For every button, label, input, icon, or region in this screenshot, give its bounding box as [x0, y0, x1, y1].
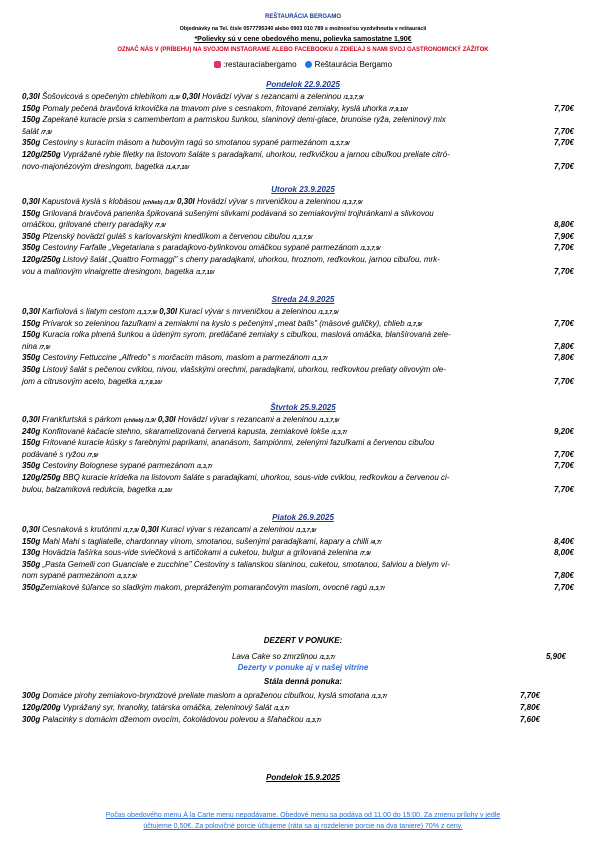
- menu-row: [22, 548, 582, 559]
- portion-weight: 0,30l: [22, 197, 40, 206]
- allergens: /1,7,9/: [406, 321, 423, 328]
- social-line: [0, 60, 606, 69]
- allergens: /1,3,7/: [331, 429, 347, 436]
- dish-text: Fritované kuracie kúsky s farebnými paprikami, ananásom, šampiónmi, zelenými fazuľkami a červenou cibuľou: [40, 438, 435, 448]
- dish-text: Zapekané kuracie prsia s camembertom a parmskou šunkou, slaninový demi-glace, brunoise ryža, zeleninový mix: [40, 115, 446, 125]
- day-title: Štvrtok 25.9.2025: [270, 403, 336, 412]
- allergens: (chlieb) /1,9/: [123, 418, 156, 424]
- menu-row: [22, 92, 582, 103]
- portion-weight: 240g: [22, 426, 41, 436]
- soup-note: *Polievky sú v cene obedového menu, polievka samostatne 1,90€: [194, 36, 412, 43]
- menu-row: [22, 438, 582, 448]
- allergens: /1,3,7,9/: [292, 234, 313, 241]
- portion-weight: 150g: [22, 208, 41, 218]
- dish-price: 7,80€: [553, 341, 574, 351]
- dish-price: 8,80€: [553, 220, 574, 230]
- dish-text: Frankfurtská s párkom: [39, 415, 124, 424]
- dish-text: novo-majonézovým dresingom, bagetka: [22, 161, 167, 171]
- allergens: /1,3,7,9/: [116, 574, 137, 581]
- menu-row: [22, 353, 582, 364]
- allergens: /1,3,7/: [273, 706, 290, 712]
- standing-price: 7,70€: [519, 691, 540, 700]
- menu-row: [22, 209, 582, 219]
- menu-row: [22, 473, 582, 483]
- menu-row: [22, 583, 582, 594]
- dish-price: 7,70€: [553, 138, 574, 148]
- dish-price: 7,70€: [553, 449, 574, 459]
- allergens: /7,9/: [41, 129, 52, 136]
- allergens: /7,9/: [359, 551, 371, 558]
- menu-row: [22, 342, 582, 353]
- portion-weight: 0,30l: [179, 92, 200, 101]
- menu-row: [22, 571, 582, 582]
- dish-price: 7,70€: [553, 583, 574, 592]
- dish-price: 7,80€: [553, 571, 574, 581]
- menu-row: [22, 415, 582, 426]
- portion-weight: 350g: [22, 353, 41, 363]
- dish-price: 7,70€: [553, 461, 574, 471]
- allergens: /7,9/: [154, 223, 166, 230]
- portion-weight: 0,30l: [157, 307, 178, 316]
- dish-price: 7,70€: [553, 103, 574, 113]
- portion-weight: 350g: [22, 138, 41, 148]
- allergens: /7,9/: [87, 452, 99, 459]
- dish-price: 7,70€: [553, 126, 574, 136]
- dish-text: „Pasta Gemelli con Guanciale e zucchine" Cestoviny s talianskou slaninou, cuketou, smotanou, šalviou a bielym ví-: [40, 559, 450, 569]
- dish-price: 7,70€: [553, 266, 574, 276]
- dish-text: Karfiolová s liatym cestom: [39, 307, 138, 316]
- dessert-price: 5,90€: [545, 652, 566, 661]
- allergens: /4,7/: [370, 539, 382, 546]
- allergens: /1,3,7,9/: [296, 528, 316, 534]
- portion-weight: 150g: [22, 318, 41, 328]
- allergens: /1,3,7,9/: [343, 95, 364, 101]
- dish-text: Listový šalát „Quattro Formaggi" s cherry paradajkami, uhorkou, hroznom, reďkovkou, jarnou cibuľou, mrk-: [60, 255, 440, 264]
- allergens: /1,3,7/: [369, 586, 385, 592]
- allergens: /1,9/: [169, 95, 180, 101]
- menu-row: [22, 150, 582, 160]
- dish-text: Mahi Mahi s tagliatelle, chardonnay vínom, smotanou, sušenými paradajkami, kapary a chilli: [40, 536, 371, 546]
- dish-text: Vyprážané rybie filetky na listovom šaláte s paradajkami, uhorkou, reďkvičkou a jarnou cibuľkou preliate citró-: [60, 150, 450, 159]
- day-title: Pondelok 22.9.2025: [266, 80, 340, 89]
- instagram-handle: :restauraciabergamo: [223, 60, 297, 69]
- menu-row: [22, 560, 582, 570]
- allergens: /1,3,7,9/: [318, 310, 339, 316]
- dish-text: Palacinky s domácim džemom ovocím, čokoládovou polevou a šľahačkou: [40, 715, 306, 724]
- portion-weight: 300g: [22, 691, 41, 700]
- dessert-title: DEZERT V PONUKE:: [263, 636, 343, 645]
- portion-weight: 150g: [22, 330, 41, 340]
- dessert-item: Lava Cake so zmrzlinou /1,3,7/: [232, 652, 335, 661]
- allergens: /1,3,7,9/: [342, 200, 363, 206]
- menu-row: [22, 365, 582, 375]
- portion-weight: 120g/250g: [22, 255, 61, 264]
- portion-weight: 0,30l: [22, 525, 40, 534]
- dish-text: Kurací vývar s rezancami a zeleninou: [158, 525, 297, 534]
- dish-text: Hovädzí vývar s mrveničkou a zeleninou: [194, 197, 343, 206]
- dish-text: šalát: [22, 126, 42, 136]
- standing-item: [22, 691, 582, 702]
- allergens: /7,9/: [39, 344, 51, 351]
- menu-row: [22, 319, 582, 330]
- menu-row: [22, 220, 582, 231]
- menu-row: [22, 427, 582, 438]
- portion-weight: 0,30l: [22, 92, 40, 101]
- portion-weight: 350g: [22, 583, 41, 592]
- day-title: Piatok 26.9.2025: [272, 513, 334, 522]
- dish-text: Cestoviny s kuracím mäsom a hubovým ragú so smotanou sypané parmezánom: [40, 138, 330, 148]
- facebook-icon: [305, 61, 312, 68]
- dish-text: Zemiakové šúľance so sladkým makom, prepráženým pomarančovým maslom, ovocné ragú: [40, 583, 370, 592]
- dish-text: Šošovicová s opečeným chlebíkom: [39, 92, 170, 101]
- portion-weight: 120g/200g: [22, 703, 61, 712]
- menu-row: [22, 138, 582, 149]
- standing-price: 7,80€: [519, 703, 540, 712]
- menu-row: [22, 461, 582, 472]
- dish-text: Prívarok so zeleninou fazuľkami a zemiakmi na kyslo s pečenými „meat balls" (mäsové guličky), chlieb: [40, 318, 407, 328]
- dish-text: Plzenský hovädzí guláš s karlovarským knedlíkom a červenou cibuľou: [40, 231, 293, 241]
- menu-row: [22, 232, 582, 243]
- dish-text: nom sypané parmezánom: [22, 571, 117, 581]
- dish-price: 7,70€: [553, 243, 574, 253]
- portion-weight: 350g: [22, 461, 41, 471]
- menu-row: [22, 127, 582, 138]
- allergens: /1,3,7/: [312, 356, 328, 363]
- menu-row: [22, 330, 582, 340]
- allergens: /1,10/: [158, 487, 172, 494]
- allergens: (chlieb) /1,9/: [142, 200, 175, 206]
- standing-item: [22, 703, 582, 714]
- restaurant-title: REŠTAURÁCIA BERGAMO: [265, 14, 341, 20]
- menu-row: [22, 197, 582, 208]
- dish-text: omáčkou, grilované cherry paradajky: [22, 220, 155, 230]
- allergens: /1,3,7,9/: [360, 246, 381, 253]
- dish-text: Cesnaková s krutónmi: [39, 525, 124, 534]
- dish-text: bulou, balzamiková redukcia, bagetka: [22, 484, 159, 494]
- portion-weight: 350g: [22, 243, 41, 253]
- portion-weight: 0,30l: [22, 415, 40, 424]
- dish-text: Cestoviny Farfalle „Vegetariana s paradajkovo-bylinkovou omáčkou sypané parmezánom: [40, 243, 361, 253]
- portion-weight: 150g: [22, 438, 41, 448]
- portion-weight: 0,30l: [138, 525, 159, 534]
- standing-title: Stála denná ponuka:: [263, 677, 343, 686]
- portion-weight: 130g: [22, 548, 41, 558]
- dish-text: Domáce pirohy zemiakovo-bryndzové preliate maslom a opraženou cibuľkou, kyslá smotana: [40, 691, 372, 700]
- portion-weight: 350g: [22, 365, 41, 374]
- facebook-handle: Reštaurácia Bergamo: [314, 60, 393, 69]
- portion-weight: 350g: [22, 559, 41, 569]
- dish-text: Listový šalát s pečenou cviklou, nivou, vlašskými orechmi, paradajkami, uhorkou, reďkovkou preliaty olivovým ole-: [40, 365, 446, 374]
- dish-price: 9,20€: [553, 426, 574, 436]
- dish-price: 7,70€: [553, 318, 574, 328]
- portion-weight: 0,30l: [22, 307, 40, 316]
- dish-price: 8,40€: [553, 536, 574, 546]
- dish-text: vou a malinovým vinaigrette dresingom, bagetka: [22, 266, 196, 276]
- portion-weight: 0,30l: [155, 415, 176, 424]
- allergens: /1,3,7/: [371, 694, 387, 700]
- allergens: /1,3,7,9/: [329, 141, 350, 148]
- portion-weight: 120g/250g: [22, 150, 61, 159]
- allergens: /7,9,10/: [389, 106, 408, 113]
- dish-price: 8,00€: [553, 548, 574, 558]
- day-title: Utorok 23.9.2025: [271, 185, 335, 194]
- menu-row: [22, 537, 582, 548]
- tag-line: OZNAČ NÁS V (PRÍBEHU) NA SVOJOM INSTAGRAME ALEBO FACEBOOKU A ZDIEĽAJ S NAMI SVOJ GASTRONOMICKÝ ZÁŽITOK: [117, 47, 489, 53]
- dish-price: 7,90€: [553, 231, 574, 241]
- allergens: /1,7,10/: [195, 269, 215, 276]
- dish-text: Konfitované kačacie stehno, skaramelizovaná červená kapusta, zemiakové lokše: [40, 426, 332, 436]
- allergens: /1,4,7,10/: [166, 164, 190, 171]
- dish-text: Hovädzí vývar s rezancami a zeleninou: [199, 92, 344, 101]
- dish-text: Pomaly pečená bravčová krkovička na tmavom pive s cesnakom, fritované zemiaky, kyslá uhorka: [40, 103, 390, 113]
- instagram-icon: [214, 61, 221, 68]
- dish-text: jom a citrusovým aceto, bagetka: [22, 376, 139, 386]
- day-title: Streda 24.9.2025: [271, 295, 335, 304]
- dish-text: Cestoviny Bolognese sypané parmezánom: [40, 461, 197, 471]
- dish-text: nina: [22, 341, 40, 351]
- dish-text: Kuracia rolka plnená šunkou a údeným syrom, pretláčané zemiaky s cibuľkou, maslová omáčka, blanšírovaná zele-: [40, 330, 451, 340]
- order-line: Objednávky na Tel. čísle 0577795340 alebo 0903 010 789 s možnosťou vyzdvihnutia v reštaurácii: [179, 26, 427, 32]
- menu-row: [22, 485, 582, 496]
- standing-item: [22, 715, 582, 726]
- menu-row: [22, 267, 582, 278]
- vitrine-note: Dezerty v ponuke aj v našej vitríne: [237, 663, 369, 672]
- allergens: /1,3,7,9/: [137, 310, 158, 316]
- dish-text: Kapustová kyslá s klobásou: [39, 197, 143, 206]
- dish-text: Vyprážaný syr, hranolky, tatárska omáčka, zeleninový šalát: [60, 703, 274, 712]
- portion-weight: 120g/250g: [22, 473, 61, 482]
- menu-row: [22, 162, 582, 173]
- portion-weight: 300g: [22, 715, 41, 724]
- portion-weight: 150g: [22, 103, 41, 113]
- allergens: /1,7,9/: [123, 528, 139, 534]
- dish-text: Grilovaná bravčová panenka špikovaná sušenými slivkami podávaná so zemiakovými trojhránkami a slivkovou: [40, 208, 434, 218]
- menu-row: [22, 243, 582, 254]
- dish-text: Cestoviny Fettuccine „Alfredo" s morčacím mäsom, maslom a parmezánom: [40, 353, 313, 363]
- allergens: /1,3,7/: [305, 718, 322, 724]
- dish-price: 7,80€: [553, 353, 574, 363]
- portion-weight: 150g: [22, 115, 41, 125]
- allergens: /1,3,7/: [196, 464, 213, 471]
- dish-price: 7,70€: [553, 376, 574, 386]
- menu-row: [22, 115, 582, 125]
- dish-text: BBQ kuracie krídelka na listovom šaláte s paradajkami, uhorkou, sous-vide cviklou, reďkovkou a červenou ci-: [60, 473, 450, 482]
- portion-weight: 350g: [22, 231, 41, 241]
- menu-row: [22, 104, 582, 115]
- dish-text: Hovädzia fašírka sous-vide sviečková s artičokami a cuketou, bulgur a grilovaná zelenina: [40, 548, 360, 558]
- footer-date: Pondelok 15.9.2025: [266, 773, 340, 782]
- portion-weight: 0,30l: [174, 197, 195, 206]
- menu-row: [22, 525, 582, 536]
- allergens: /1,3,7,9/: [319, 418, 340, 424]
- menu-row: [22, 450, 582, 461]
- menu-row: [22, 255, 582, 265]
- standing-price: 7,60€: [519, 715, 540, 724]
- menu-row: [22, 307, 582, 318]
- portion-weight: 150g: [22, 536, 41, 546]
- dish-text: podávané s ryžou: [22, 449, 88, 459]
- footer-note-2: účtujeme 0,50€. Za polovičné porcie účtujeme (ráta sa aj rozdelenie porcie na dva taniere) 70% z ceny.: [143, 823, 463, 830]
- dish-price: 7,70€: [553, 161, 574, 171]
- footer-note-1: Počas obedového menu Á la Carte menu nepodávame. Obedové menu sa podáva od 11:00 do 15:00. Za zmenu prílohy v jedle: [105, 812, 501, 819]
- allergens: /1,7,8,10/: [138, 379, 162, 386]
- menu-row: [22, 377, 582, 388]
- dish-text: Kurací vývar s mrveničkou a zeleninou: [177, 307, 319, 316]
- dish-price: 7,70€: [553, 484, 574, 494]
- dish-text: Hovädzí vývar s rezancami a zeleninou: [175, 415, 320, 424]
